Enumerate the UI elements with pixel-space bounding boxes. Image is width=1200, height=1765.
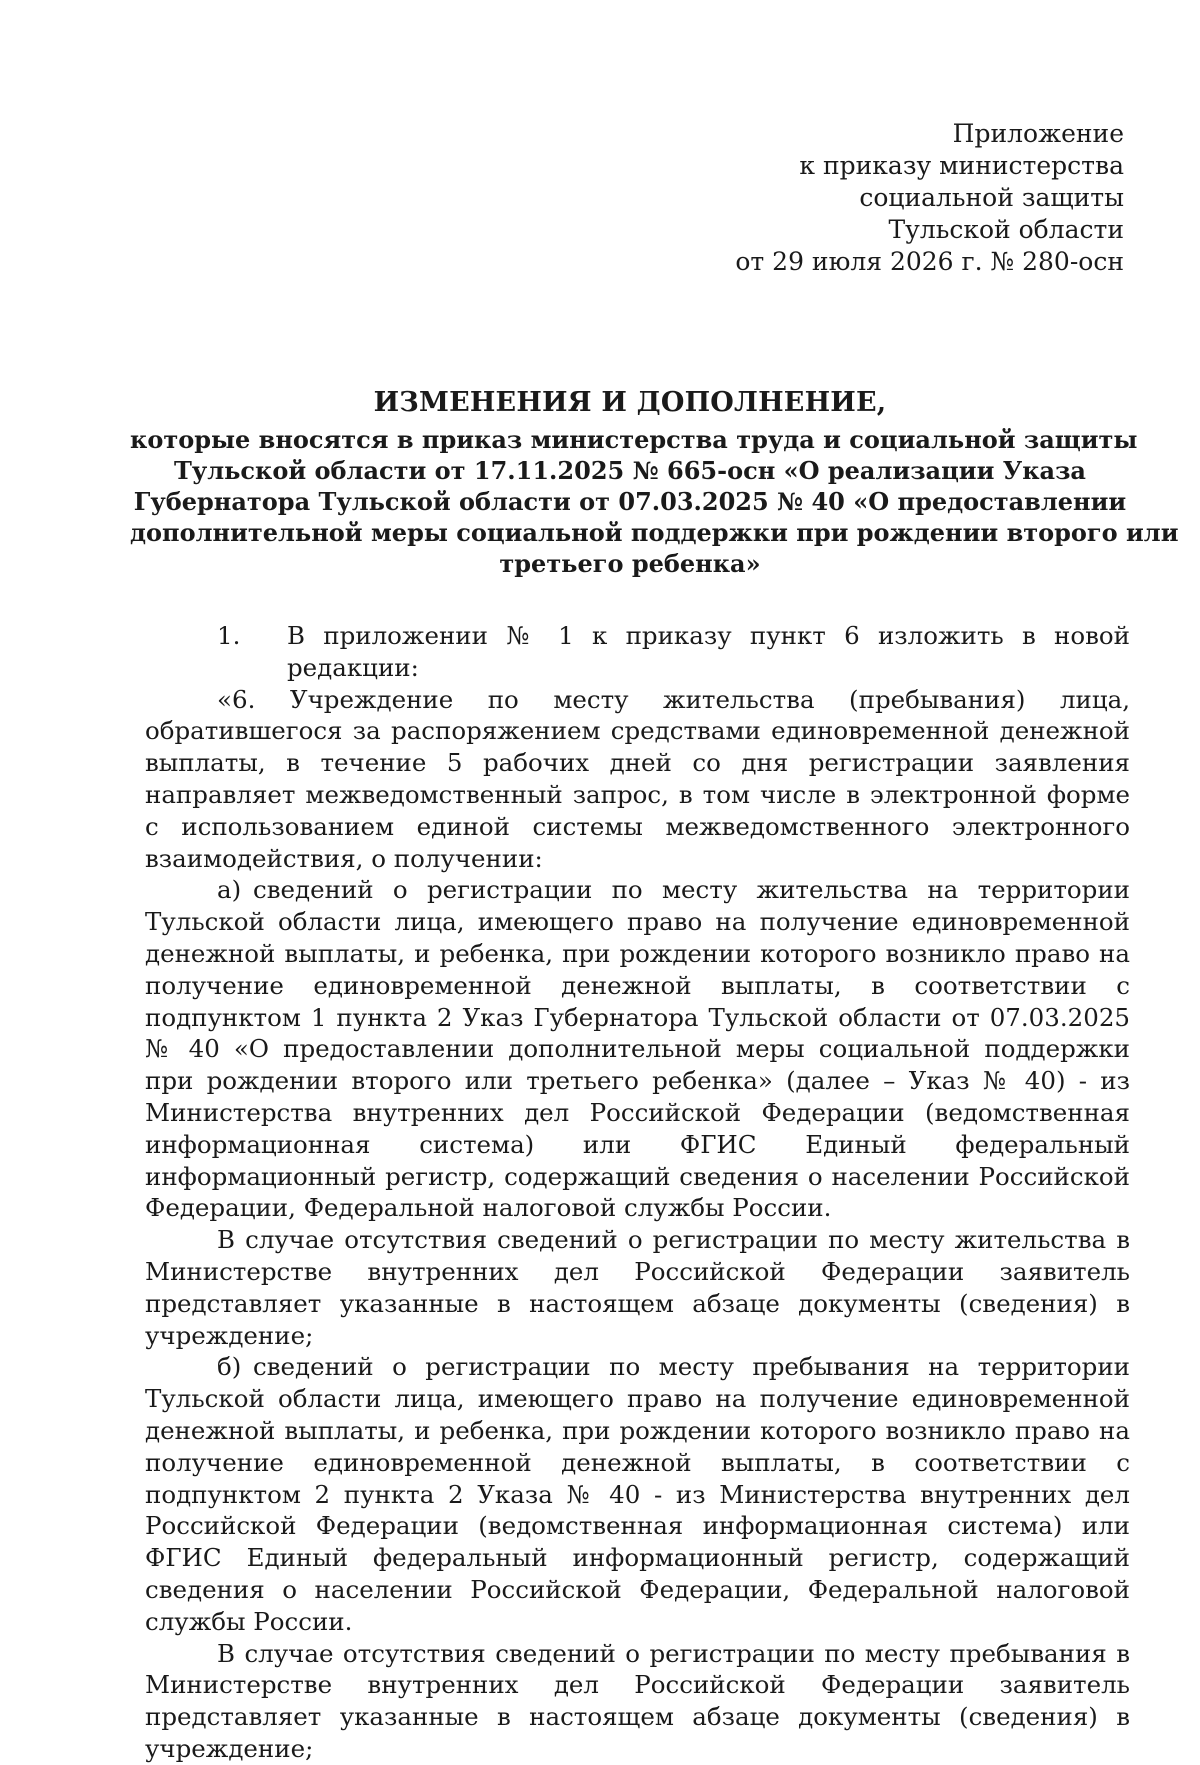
subitem-b-text: сведений о регистрации по месту пребывания на территории Тульской области лица, имеющего право на получение единовременной денежной выплаты, и ребенка, при рождении которого возникло право на получение единовременной денежной выплаты, в соответствии с подпунктом 2 пункта 2 Указа № 40 - из Министерства внутренних дел Российской Федерации (ведомственная информационная система) или ФГИС Единый федеральный информационный регистр, содержащий сведения о населении Российской Федерации, Федеральной налоговой службы России. xyxy=(145,1352,1130,1636)
paragraph-1 xyxy=(145,620,1130,684)
title-line-4: дополнительной меры социальной поддержки при рождении второго или xyxy=(130,518,1179,547)
subitem-b xyxy=(145,1351,1130,1637)
document-title xyxy=(130,386,1179,579)
appendix-line-2: к приказу министерства xyxy=(799,151,1124,180)
paragraph-number: 1. xyxy=(217,621,241,650)
title-line-5: третьего ребенка» xyxy=(499,549,761,578)
appendix-line-5: от 29 июля 2026 г. № 280-осн xyxy=(735,247,1124,276)
title-line-1: которые вносятся в приказ министерства труда и социальной защиты xyxy=(130,425,1138,454)
subitem-a-note: В случае отсутствия сведений о регистрации по месту жительства в Министерстве внутренних дел Российской Федерации заявитель представляет указанные в настоящем абзаце документы (сведения) в учреждение; xyxy=(145,1225,1130,1350)
title-line-2: Тульской области от 17.11.2025 № 665-осн «О реализации Указа xyxy=(174,456,1086,485)
appendix-line-1: Приложение xyxy=(952,119,1124,148)
title-main: ИЗМЕНЕНИЯ И ДОПОЛНЕНИЕ, xyxy=(373,387,887,418)
appendix-line-4: Тульской области xyxy=(888,215,1124,244)
subitem-b-marker: б) xyxy=(217,1352,242,1382)
subitem-a xyxy=(145,874,1130,1224)
subitem-a-marker: а) xyxy=(217,875,242,905)
document-body xyxy=(145,620,1130,1765)
paragraph-text: В приложении № 1 к приказу пункт 6 изложить в новой редакции: xyxy=(287,621,1130,682)
paragraph-point-6: «6. Учреждение по месту жительства (пребывания) лица, обратившегося за распоряжением средствами единовременной денежной выплаты, в течение 5 рабочих дней со дня регистрации заявления направляет межведомственный запрос, в том числе в электронной форме с использованием единой системы межведомственного электронного взаимодействия, о получении: xyxy=(145,684,1130,873)
title-line-3: Губернатора Тульской области от 07.03.2025 № 40 «О предоставлении xyxy=(133,487,1127,516)
appendix-header xyxy=(735,118,1124,278)
subitem-a-text: сведений о регистрации по месту жительства на территории Тульской области лица, имеющего право на получение единовременной денежной выплаты, и ребенка, при рождении которого возникло право на получение единовременной денежной выплаты, в соответствии с подпунктом 1 пункта 2 Указ Губернатора Тульской области от 07.03.2025 № 40 «О предоставлении дополнительной меры социальной поддержки при рождении второго или третьего ребенка» (далее – Указ № 40) - из Министерства внутренних дел Российской Федерации (ведомственная информационная система) или ФГИС Единый федеральный информационный регистр, содержащий сведения о населении Российской Федерации, Федеральной налоговой службы России. xyxy=(145,875,1130,1223)
appendix-line-3: социальной защиты xyxy=(859,183,1124,212)
subitem-b-note: В случае отсутствия сведений о регистрации по месту пребывания в Министерстве внутренних дел Российской Федерации заявитель представляет указанные в настоящем абзаце документы (сведения) в учреждение; xyxy=(145,1638,1130,1763)
